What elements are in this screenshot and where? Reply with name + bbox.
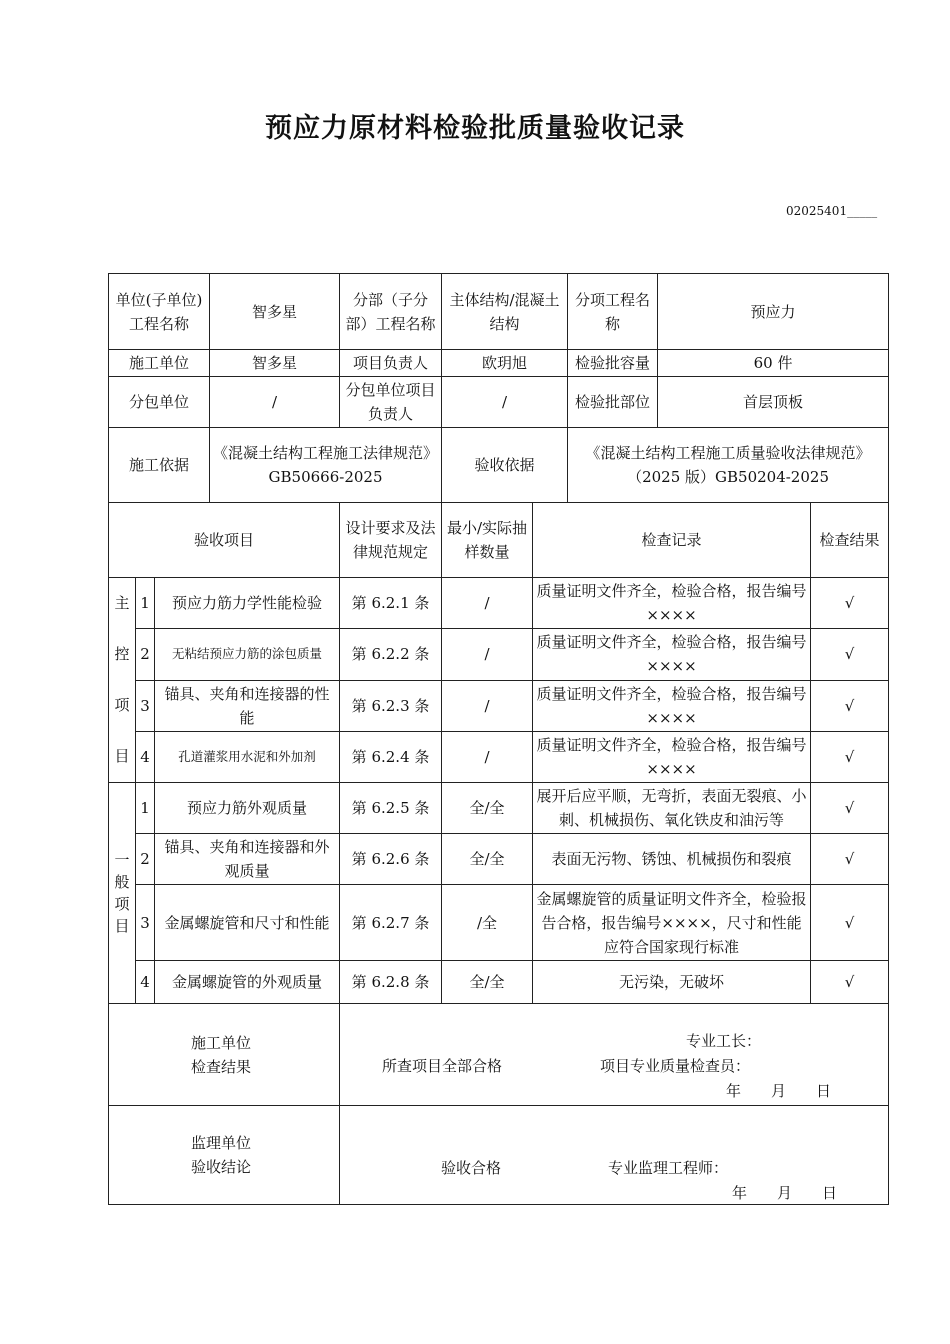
division-label: 分部（子分部）工程名称 [340, 274, 442, 350]
sub-pm-label: 分包单位项目负责人 [340, 377, 442, 428]
construction-check-label-line1: 施工单位 [191, 1033, 252, 1052]
accept-basis-value [568, 428, 889, 503]
main-group-char: 主 [114, 594, 130, 612]
main-row-record: 质量证明文件齐全，检验合格，报告编号×××× [533, 680, 811, 731]
main-row-result: √ [811, 680, 889, 731]
location-label: 检验批部位 [568, 377, 658, 428]
capacity-value: 60 件 [658, 350, 889, 377]
general-row-sample: 全/全 [442, 961, 533, 1004]
general-group-char: 目 [114, 917, 130, 935]
capacity-label: 检验批容量 [568, 350, 658, 377]
general-row-result: √ [811, 961, 889, 1004]
main-row-name: 锚具、夹角和连接器的性能 [155, 680, 340, 731]
main-row-clause: 第 6.2.2 条 [340, 629, 442, 680]
quality-inspector-signature-label: 项目专业质量检查员： [600, 1057, 751, 1075]
main-row-clause: 第 6.2.4 条 [340, 731, 442, 782]
supervision-date: 年 月 日 [732, 1184, 838, 1202]
construction-check-label-line2: 检查结果 [191, 1057, 252, 1076]
main-row-no: 1 [136, 578, 155, 629]
general-row-clause: 第 6.2.5 条 [340, 783, 442, 834]
subitem-label: 分项工程名称 [568, 274, 658, 350]
construction-conclusion: 所查项目全部合格 [382, 1057, 503, 1075]
project-manager-label: 项目负责人 [340, 350, 442, 377]
accept-basis-label: 验收依据 [442, 428, 568, 503]
general-row-result: √ [811, 885, 889, 961]
subcontractor-label: 分包单位 [109, 377, 210, 428]
main-row-record: 质量证明文件齐全，检验合格，报告编号×××× [533, 629, 811, 680]
general-row-result: √ [811, 834, 889, 885]
general-row-result: √ [811, 783, 889, 834]
supervision-check-content [340, 1106, 889, 1205]
general-group-char: 般 [114, 873, 130, 891]
supervision-check-label-line2: 验收结论 [191, 1158, 252, 1176]
general-row-record: 金属螺旋管的质量证明文件齐全，检验报告合格，报告编号××××，尺寸和性能应符合国家现行标准 [533, 885, 811, 961]
general-row-sample: /全 [442, 885, 533, 961]
supervision-check-label-line1: 监理单位 [191, 1134, 252, 1152]
col-header-requirement: 设计要求及法律规范规定 [340, 503, 442, 578]
main-group-char: 控 [114, 645, 130, 663]
form-code: 02025401_____ [786, 204, 878, 218]
unit-name-value: 智多星 [210, 274, 340, 350]
main-row-name: 预应力筋力学性能检验 [155, 578, 340, 629]
supervision-engineer-signature-label: 专业监理工程师： [608, 1159, 729, 1177]
construction-check-label [109, 1004, 340, 1106]
subitem-value: 预应力 [658, 274, 889, 350]
general-row-name: 预应力筋外观质量 [155, 783, 340, 834]
col-header-sample: 最小/实际抽样数量 [442, 503, 533, 578]
main-group-char: 目 [114, 747, 130, 765]
general-row-no: 2 [136, 834, 155, 885]
accept-basis-line2: （2025 版）GB50204-2025 [627, 468, 829, 486]
unit-name-label: 单位(子单位)工程名称 [109, 274, 210, 350]
main-row-name: 无粘结预应力筋的涂包质量 [155, 629, 340, 680]
project-manager-value: 欧玥旭 [442, 350, 568, 377]
basis-value: 《混凝土结构工程施工法律规范》GB50666-2025 [210, 428, 442, 503]
main-group-char: 项 [114, 696, 130, 714]
general-row-record: 无污染，无破坏 [533, 961, 811, 1004]
main-row-sample: / [442, 680, 533, 731]
main-row-no: 3 [136, 680, 155, 731]
foreman-signature-label: 专业工长： [686, 1032, 762, 1050]
main-row-name: 孔道灌浆用水泥和外加剂 [155, 731, 340, 782]
division-value: 主体结构/混凝土结构 [442, 274, 568, 350]
main-row-result: √ [811, 731, 889, 782]
main-row-sample: / [442, 578, 533, 629]
general-row-record: 表面无污物、锈蚀、机械损伤和裂痕 [533, 834, 811, 885]
basis-label: 施工依据 [109, 428, 210, 503]
general-row-clause: 第 6.2.6 条 [340, 834, 442, 885]
accept-basis-line1: 《混凝土结构工程施工质量验收法律规范》 [585, 444, 871, 462]
inspection-table [108, 273, 889, 1205]
col-header-record: 检查记录 [533, 503, 811, 578]
main-row-clause: 第 6.2.1 条 [340, 578, 442, 629]
general-row-clause: 第 6.2.8 条 [340, 961, 442, 1004]
document-title: 预应力原材料检验批质量验收记录 [265, 113, 685, 144]
general-row-name: 金属螺旋管和尺寸和性能 [155, 885, 340, 961]
main-row-sample: / [442, 629, 533, 680]
general-row-name: 金属螺旋管的外观质量 [155, 961, 340, 1004]
main-row-result: √ [811, 629, 889, 680]
constructor-label: 施工单位 [109, 350, 210, 377]
general-row-sample: 全/全 [442, 834, 533, 885]
col-header-item: 验收项目 [109, 503, 340, 578]
supervision-check-label [109, 1106, 340, 1205]
supervision-conclusion: 验收合格 [441, 1159, 502, 1177]
subcontractor-value: / [210, 377, 340, 428]
general-row-no: 1 [136, 783, 155, 834]
general-row-sample: 全/全 [442, 783, 533, 834]
col-header-result: 检查结果 [811, 503, 889, 578]
main-row-no: 2 [136, 629, 155, 680]
constructor-value: 智多星 [210, 350, 340, 377]
general-group-char: 项 [114, 895, 130, 913]
main-row-result: √ [811, 578, 889, 629]
main-row-no: 4 [136, 731, 155, 782]
general-row-name: 锚具、夹角和连接器和外观质量 [155, 834, 340, 885]
general-row-record: 展开后应平顺，无弯折，表面无裂痕、小刺、机械损伤、氧化铁皮和油污等 [533, 783, 811, 834]
main-group-label [109, 578, 136, 783]
sub-pm-value: / [442, 377, 568, 428]
main-row-record: 质量证明文件齐全，检验合格，报告编号×××× [533, 731, 811, 782]
general-group-label [109, 783, 136, 1004]
main-row-clause: 第 6.2.3 条 [340, 680, 442, 731]
main-row-sample: / [442, 731, 533, 782]
construction-date: 年 月 日 [726, 1082, 832, 1100]
construction-check-content [340, 1004, 889, 1106]
general-group-char: 一 [114, 851, 130, 869]
location-value: 首层顶板 [658, 377, 889, 428]
general-row-no: 3 [136, 885, 155, 961]
general-row-clause: 第 6.2.7 条 [340, 885, 442, 961]
main-row-record: 质量证明文件齐全，检验合格，报告编号×××× [533, 578, 811, 629]
general-row-no: 4 [136, 961, 155, 1004]
